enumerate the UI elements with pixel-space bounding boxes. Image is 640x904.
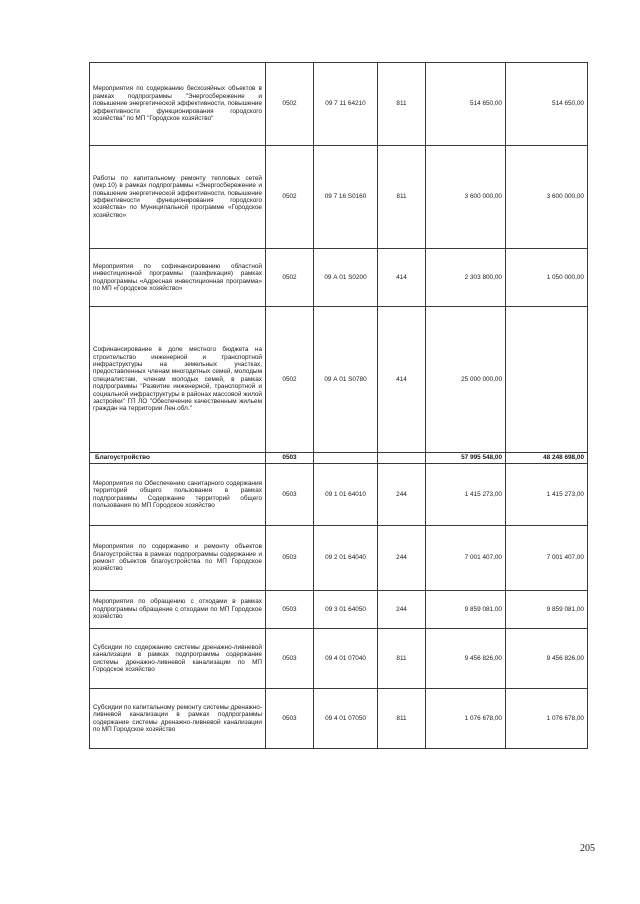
table-row bbox=[90, 629, 588, 689]
section-code-cell: 0503 bbox=[266, 464, 314, 526]
amount-1-cell: 514 650,00 bbox=[426, 63, 506, 146]
section-code-cell: 0503 bbox=[266, 629, 314, 689]
table-row bbox=[90, 526, 588, 591]
amount-2-cell: 7 001 407,00 bbox=[506, 526, 588, 591]
table-row bbox=[90, 689, 588, 749]
amount-1-cell: 1 076 678,00 bbox=[426, 689, 506, 749]
target-article-cell: 09 1 01 64010 bbox=[314, 464, 378, 526]
budget-table bbox=[89, 62, 588, 749]
amount-2-cell: 3 600 000,00 bbox=[506, 146, 588, 249]
amount-1-cell: 9 859 081,00 bbox=[426, 591, 506, 629]
section-total-row bbox=[90, 453, 588, 464]
amount-2-cell: 9 859 081,00 bbox=[506, 591, 588, 629]
amount-1-cell: 1 415 273,00 bbox=[426, 464, 506, 526]
target-article-cell: 09 А 01 S0780 bbox=[314, 307, 378, 453]
amount-2-cell: 1 076 678,00 bbox=[506, 689, 588, 749]
section-code-cell: 0502 bbox=[266, 63, 314, 146]
amount-1-cell: 2 303 800,00 bbox=[426, 249, 506, 307]
expense-type-cell: 811 bbox=[378, 63, 426, 146]
expense-name-cell: Мероприятия по содержанию бесхозяйных объектов в рамках подпрограммы "Энергосбережение и повышение энергетической эффективности, повышение эффективности функционирования городского хозяйства" по МП "Городское хозяйство" bbox=[90, 63, 266, 146]
table-row bbox=[90, 307, 588, 453]
amount-1-cell: 3 600 000,00 bbox=[426, 146, 506, 249]
expense-type-cell: 811 bbox=[378, 146, 426, 249]
table-row bbox=[90, 63, 588, 146]
target-article-cell: 09 4 01 07040 bbox=[314, 629, 378, 689]
amount-2-cell: 514 650,00 bbox=[506, 63, 588, 146]
amount-1-cell: 57 995 548,00 bbox=[426, 453, 506, 464]
target-article-cell: 09 3 01 64050 bbox=[314, 591, 378, 629]
target-article-cell: 09 2 01 64040 bbox=[314, 526, 378, 591]
table-row bbox=[90, 249, 588, 307]
table-row bbox=[90, 591, 588, 629]
amount-2-cell: 48 248 698,00 bbox=[506, 453, 588, 464]
expense-type-cell: 414 bbox=[378, 249, 426, 307]
amount-1-cell: 25 000 000,00 bbox=[426, 307, 506, 453]
expense-name-cell: Субсидии по содержанию системы дренажно-ливневой канализации в рамках подпрограммы содержание системы дренажно-ливневой канализации по МП Городское хозяйство bbox=[90, 629, 266, 689]
amount-2-cell: 1 415 273,00 bbox=[506, 464, 588, 526]
expense-name-cell: Мероприятия по содержанию и ремонту объектов благоустройства в рамках подпрограммы содержание и ремонт объектов благоустройства по МП Городское хозяйство bbox=[90, 526, 266, 591]
section-title-cell: Благоустройство bbox=[90, 453, 266, 464]
budget-table-body bbox=[90, 63, 588, 749]
expense-type-cell bbox=[378, 453, 426, 464]
section-code-cell: 0502 bbox=[266, 146, 314, 249]
section-code-cell: 0503 bbox=[266, 526, 314, 591]
section-code-cell: 0503 bbox=[266, 591, 314, 629]
expense-type-cell: 811 bbox=[378, 689, 426, 749]
amount-1-cell: 7 001 407,00 bbox=[426, 526, 506, 591]
expense-type-cell: 811 bbox=[378, 629, 426, 689]
amount-1-cell: 9 456 826,00 bbox=[426, 629, 506, 689]
amount-2-cell: 1 050 000,00 bbox=[506, 249, 588, 307]
amount-2-cell: 9 456 826,00 bbox=[506, 629, 588, 689]
target-article-cell: 09 7 11 64210 bbox=[314, 63, 378, 146]
target-article-cell: 09 А 01 S0200 bbox=[314, 249, 378, 307]
page-number: 205 bbox=[580, 843, 595, 854]
expense-name-cell: Мероприятия по софинансированию областной инвестиционной программы (газификация) рамках подпрограммы «Адресная инвестиционная программа» по МП «Городское хозяйство» bbox=[90, 249, 266, 307]
expense-name-cell: Мероприятия по Обеспечению санитарного содержания территорий общего пользования в рамках подпрограммы Содержание территорий общего пользования по МП Городское хозяйство bbox=[90, 464, 266, 526]
expense-name-cell: Субсидии по капитальному ремонту системы дренажно-ливневой канализации в рамках подпрограммы содержание системы дренажно-ливневой канализации по МП Городское хозяйство bbox=[90, 689, 266, 749]
expense-type-cell: 244 bbox=[378, 591, 426, 629]
expense-type-cell: 244 bbox=[378, 526, 426, 591]
expense-name-cell: Софинансирование в доле местного бюджета на строительство инженерной и транспортной инфраструктуры на земельных участках, предоставленных членам многодетных семей, молодым специалистам, членам молодых семей, в рамках подпрограммы "Развитие инженерной, транспортной и социальной инфраструктуры в районах массовой жилой застройки" ГП ЛО "Обеспечение качественным жильем граждан на территории Лен.обл." bbox=[90, 307, 266, 453]
expense-type-cell: 244 bbox=[378, 464, 426, 526]
expense-type-cell: 414 bbox=[378, 307, 426, 453]
expense-name-cell: Мероприятия по обращению с отходами в рамках подпрограммы обращение с отходами по МП Городское хозяйство bbox=[90, 591, 266, 629]
table-row bbox=[90, 464, 588, 526]
table-row bbox=[90, 146, 588, 249]
section-code-cell: 0502 bbox=[266, 249, 314, 307]
target-article-cell bbox=[314, 453, 378, 464]
section-code-cell: 0503 bbox=[266, 453, 314, 464]
section-code-cell: 0503 bbox=[266, 689, 314, 749]
amount-2-cell bbox=[506, 307, 588, 453]
expense-name-cell: Работы по капитальному ремонту тепловых сетей (мкр.10) в рамках подпрограммы «Энергосбережение и повышение энергетической эффективности, повышение эффективности функционирования городского хозяйства» по Муниципальной программе «Городское хозяйство» bbox=[90, 146, 266, 249]
target-article-cell: 09 7 16 S0160 bbox=[314, 146, 378, 249]
section-code-cell: 0502 bbox=[266, 307, 314, 453]
target-article-cell: 09 4 01 07050 bbox=[314, 689, 378, 749]
